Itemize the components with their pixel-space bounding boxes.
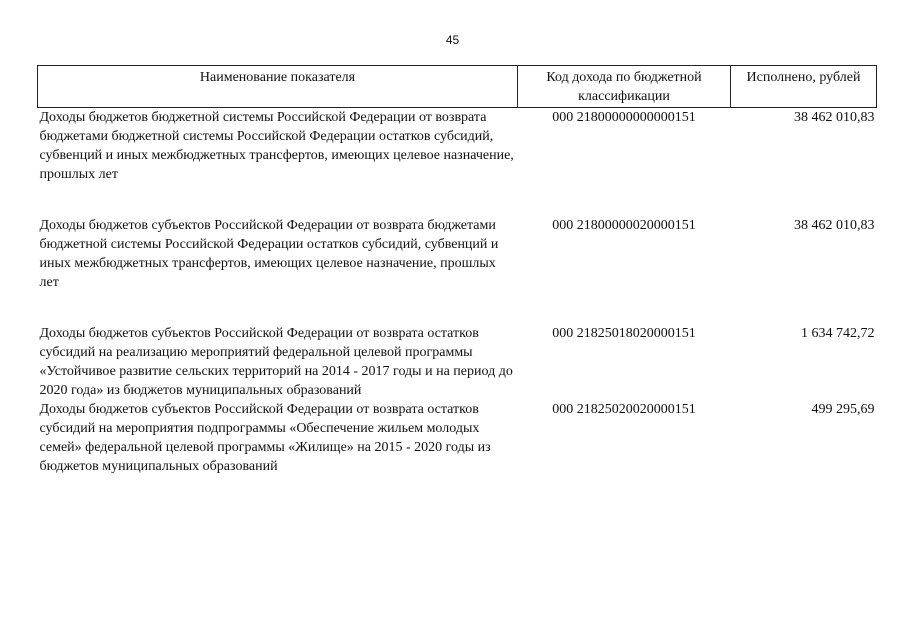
budget-code: 000 21825018020000151 <box>552 326 696 341</box>
indicator-name: Доходы бюджетов субъектов Российской Федерации от возврата остатков субсидий на реализацию мероприятий федеральной целевой программы «Устойчивое развитие сельских территорий на 2014 - 2017 годы и на период до 2020 года» из бюджетов муниципальных образований <box>39 326 513 398</box>
executed-amount: 499 295,69 <box>811 402 875 417</box>
budget-code: 000 21800000020000151 <box>552 218 696 233</box>
table-header-row <box>38 66 877 108</box>
table-row <box>38 324 877 400</box>
table-row <box>38 400 877 476</box>
executed-amount: 38 462 010,83 <box>794 218 875 233</box>
revenue-table <box>37 65 877 476</box>
table-row <box>38 216 877 324</box>
page-number: 45 <box>445 33 460 47</box>
column-header-amount: Исполнено, рублей <box>731 66 877 108</box>
indicator-name: Доходы бюджетов субъектов Российской Федерации от возврата бюджетами бюджетной системы Российской Федерации остатков субсидий, субвенций и иных межбюджетных трансфертов, имеющих целевое назначение, прошлых лет <box>39 218 499 290</box>
budget-code: 000 21800000000000151 <box>552 110 696 125</box>
column-header-name: Наименование показателя <box>38 66 518 108</box>
executed-amount: 1 634 742,72 <box>801 326 875 341</box>
indicator-name: Доходы бюджетов субъектов Российской Федерации от возврата остатков субсидий на мероприятия подпрограммы «Обеспечение жильем молодых семей» федеральной целевой программы «Жилище» на 2015 - 2020 годы из бюджетов муниципальных образований <box>39 402 491 474</box>
column-header-code: Код дохода по бюджетной классификации <box>518 66 731 108</box>
executed-amount: 38 462 010,83 <box>794 110 875 125</box>
table-row <box>38 108 877 217</box>
budget-code: 000 21825020020000151 <box>552 402 696 417</box>
indicator-name: Доходы бюджетов бюджетной системы Российской Федерации от возврата бюджетами бюджетной системы Российской Федерации остатков субсидий, субвенций и иных межбюджетных трансфертов, имеющих целевое назначение, прошлых лет <box>39 110 514 182</box>
